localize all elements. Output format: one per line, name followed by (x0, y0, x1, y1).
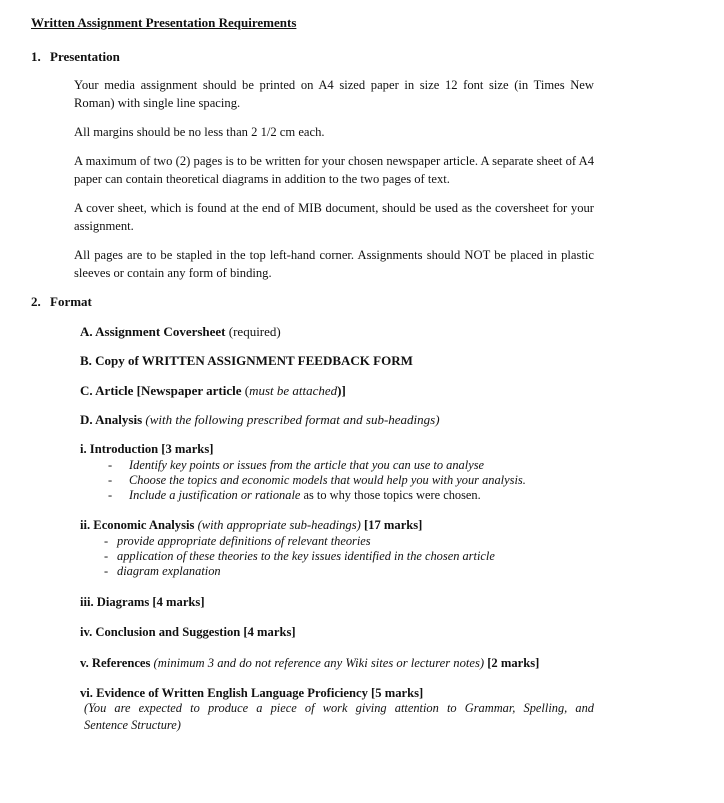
heading-label: ii. Economic Analysis (80, 518, 195, 532)
analysis-economic-heading (80, 518, 422, 533)
section-presentation-heading (31, 49, 120, 65)
section-title: Format (50, 294, 92, 309)
format-item-label: A. Assignment Coversheet (80, 324, 226, 339)
section-title: Presentation (50, 49, 120, 64)
analysis-diagrams-heading: iii. Diagrams [4 marks] (80, 595, 205, 609)
analysis-conclusion-heading: iv. Conclusion and Suggestion [4 marks] (80, 625, 296, 639)
paragraph-stapling: All pages are to be stapled in the top left-hand corner. Assignments should NOT be placed in plastic sleeves or contain any form of binding. (74, 248, 594, 280)
analysis-english-proficiency-heading: vi. Evidence of Written English Language Proficiency [5 marks] (80, 686, 424, 700)
list-item-text: application of these theories to the key issues identified in the chosen article (117, 549, 495, 563)
english-proficiency-note (84, 700, 594, 734)
paragraph-page-limit: A maximum of two (2) pages is to be written for your chosen newspaper article. A separate sheet of A4 paper can contain theoretical diagrams in addition to the two pages of text. (74, 154, 594, 186)
heading-marks: [17 marks] (363, 518, 423, 532)
note-line: (You are expected to produce a piece of work giving attention to Grammar, Spelling, and (84, 701, 594, 715)
list-item-text: Choose the topics and economic models that would help you with your analysis. (129, 473, 526, 487)
format-item-label: C. Article [Newspaper article (80, 383, 242, 398)
list-item-text-normal: as to why those topics were chosen. (300, 488, 481, 502)
analysis-references-heading (80, 656, 539, 671)
format-item-note: (with the following prescribed format and sub-headings) (142, 412, 440, 427)
section-format-heading (31, 294, 92, 310)
list-item-text: diagram explanation (117, 564, 221, 578)
format-item-label: D. Analysis (80, 412, 143, 427)
format-item-note-open: ( (241, 383, 250, 398)
list-item-text (129, 488, 481, 503)
section-number: 1. (31, 49, 41, 64)
paragraph-paper-size: Your media assignment should be printed on A4 sized paper in size 12 font size (in Times New Roman) with single line spacing. (74, 78, 594, 110)
dash-bullet-icon: - (104, 549, 109, 563)
document-title: Written Assignment Presentation Requirements (31, 15, 297, 30)
format-item-label: B. Copy of WRITTEN ASSIGNMENT FEEDBACK FORM (80, 353, 413, 368)
format-item-article (80, 383, 346, 399)
format-item-note: must be attached (249, 383, 338, 398)
dash-bullet-icon: - (104, 534, 109, 548)
analysis-introduction-heading: i. Introduction [3 marks] (80, 442, 214, 456)
list-item-text: Identify key points or issues from the article that you can use to analyse (129, 458, 485, 472)
format-item-coversheet (80, 324, 281, 340)
paragraph-cover-sheet: A cover sheet, which is found at the end of MIB document, should be used as the coversheet for your assignment. (74, 201, 594, 233)
dash-bullet-icon: - (108, 458, 113, 472)
list-item-text-italic: Include a justification or rationale (129, 488, 301, 502)
note-line: Sentence Structure) (84, 718, 181, 732)
heading-marks: [2 marks] (487, 656, 540, 670)
dash-bullet-icon: - (104, 564, 109, 578)
section-number: 2. (31, 294, 41, 309)
format-item-note: (required) (225, 324, 281, 339)
format-item-feedback-form (80, 353, 413, 369)
paragraph-margins: All margins should be no less than 2 1/2 cm each. (74, 125, 325, 139)
heading-label: v. References (80, 656, 151, 670)
format-item-analysis (80, 412, 440, 428)
dash-bullet-icon: - (108, 473, 113, 487)
format-item-note-close: )] (337, 383, 346, 398)
dash-bullet-icon: - (108, 488, 113, 502)
list-item-text: provide appropriate definitions of relevant theories (117, 534, 371, 548)
heading-note: (with appropriate sub-headings) (194, 518, 364, 532)
heading-note: (minimum 3 and do not reference any Wiki sites or lecturer notes) (150, 656, 488, 670)
